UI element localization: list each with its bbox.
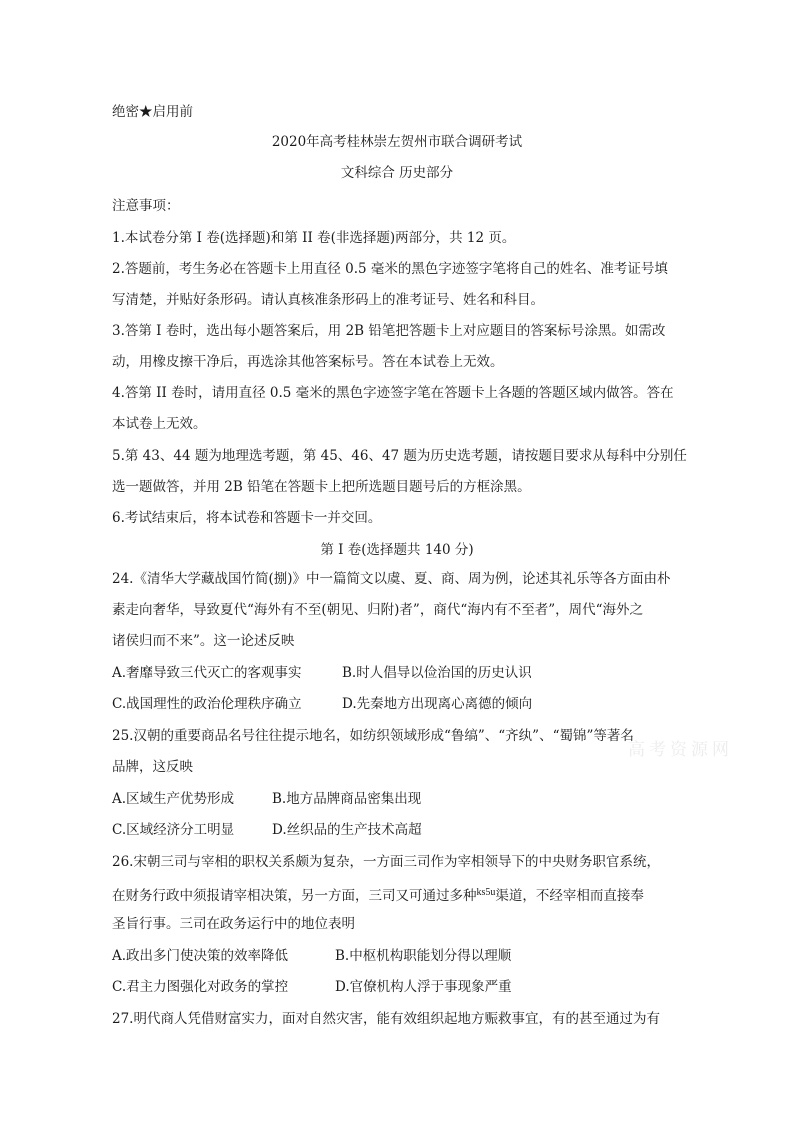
notice-line: 3.答第 I 卷时，选出每小题答案后，用 2B 铅笔把答题卡上对应题目的答案标号涂黑。如需改: [112, 323, 666, 339]
watermark: 高考资源网: [628, 740, 733, 760]
secret-label: 绝密★启用前: [112, 104, 193, 120]
notice-line: 本试卷上无效。: [112, 416, 207, 432]
question-26-option-c: C.君主力图强化对政务的掌控: [112, 979, 289, 995]
question-25-option-d: D.丝织品的生产技术高超: [272, 822, 422, 838]
notice-line: 4.答第 II 卷时，请用直径 0.5 毫米的黑色字迹签字笔在答题卡上各题的答题区域内做答。答在: [112, 385, 674, 401]
question-26-option-a: A.政出多门使决策的效率降低: [112, 948, 289, 964]
notice-line: 2.答题前，考生务必在答题卡上用直径 0.5 毫米的黑色字迹签字笔将自己的姓名、准考证号填: [112, 261, 668, 277]
notice-line: 动，用橡皮擦干净后，再选涂其他答案标号。答在本试卷上无效。: [112, 354, 504, 370]
question-24-line: 素走向奢华，导致夏代“海外有不至(朝见、归附)者”，商代“海内有不至者”，周代“海外之: [112, 602, 644, 618]
question-27-line: 27.明代商人凭借财富实力，面对自然灾害，能有效组织起地方赈救事宜，有的甚至通过为有: [112, 1011, 660, 1027]
question-26-superscript: ks5u: [476, 887, 496, 898]
notice-line: 6.考试结束后，将本试卷和答题卡一并交回。: [112, 510, 382, 526]
question-26-text: 渠道，不经宰相而直接奉: [495, 888, 644, 904]
question-26-line: 26.宋朝三司与宰相的职权关系颇为复杂，一方面三司作为宰相领导下的中央财务职官系统，: [112, 854, 660, 870]
question-26-line: 圣旨行事。三司在政务运行中的地位表明: [112, 916, 355, 932]
notice-line: 1.本试卷分第 I 卷(选择题)和第 II 卷(非选择题)两部分，共 12 页。: [112, 230, 516, 246]
question-24-option-b: B.时人倡导以俭治国的历史认识: [342, 665, 532, 681]
question-24-option-d: D.先秦地方出现离心离德的倾向: [342, 696, 533, 712]
notice-line: 选一题做答，并用 2B 铅笔在答题卡上把所选题目题号后的方框涂黑。: [112, 479, 531, 495]
question-24-line: 诸侯归而不来”。这一论述反映: [112, 633, 295, 649]
question-26-option-d: D.官僚机构人浮于事现象严重: [335, 979, 512, 995]
question-25-option-b: B.地方品牌商品密集出现: [272, 791, 422, 807]
question-24-line: 24.《清华大学藏战国竹简(捌)》中一篇简文以虞、夏、商、周为例，论述其礼乐等各方面由朴: [112, 571, 671, 587]
notice-line: 写清楚，并贴好条形码。请认真核准条形码上的准考证号、姓名和科目。: [112, 292, 544, 308]
question-25-line: 25.汉朝的重要商品名号往往提示地名，如纺织领域形成“鲁缟”、“齐纨”、“蜀锦”等著名: [112, 728, 634, 744]
question-24-option-c: C.战国理性的政治伦理秩序确立: [112, 696, 302, 712]
question-26-line: [112, 883, 644, 906]
notice-heading: 注意事项：: [112, 198, 180, 214]
section-title: 第 I 卷(选择题共 140 分): [320, 542, 474, 558]
question-25-option-a: A.区域生产优势形成: [112, 791, 235, 807]
exam-subtitle: 文科综合 历史部分: [340, 165, 454, 181]
question-26-text: 在财务行政中须报请宰相决策，另一方面，三司又可通过多种: [112, 888, 477, 904]
question-25-line: 品牌，这反映: [112, 759, 193, 775]
exam-title: 2020年高考桂林崇左贺州市联合调研考试: [271, 134, 523, 150]
question-26-option-b: B.中枢机构职能划分得以理顺: [335, 948, 512, 964]
question-24-option-a: A.奢靡导致三代灭亡的客观事实: [112, 665, 302, 681]
question-25-option-c: C.区域经济分工明显: [112, 822, 235, 838]
notice-line: 5.第 43、44 题为地理选考题，第 45、46、47 题为历史选考题，请按题目要求从每科中分别任: [112, 448, 687, 464]
